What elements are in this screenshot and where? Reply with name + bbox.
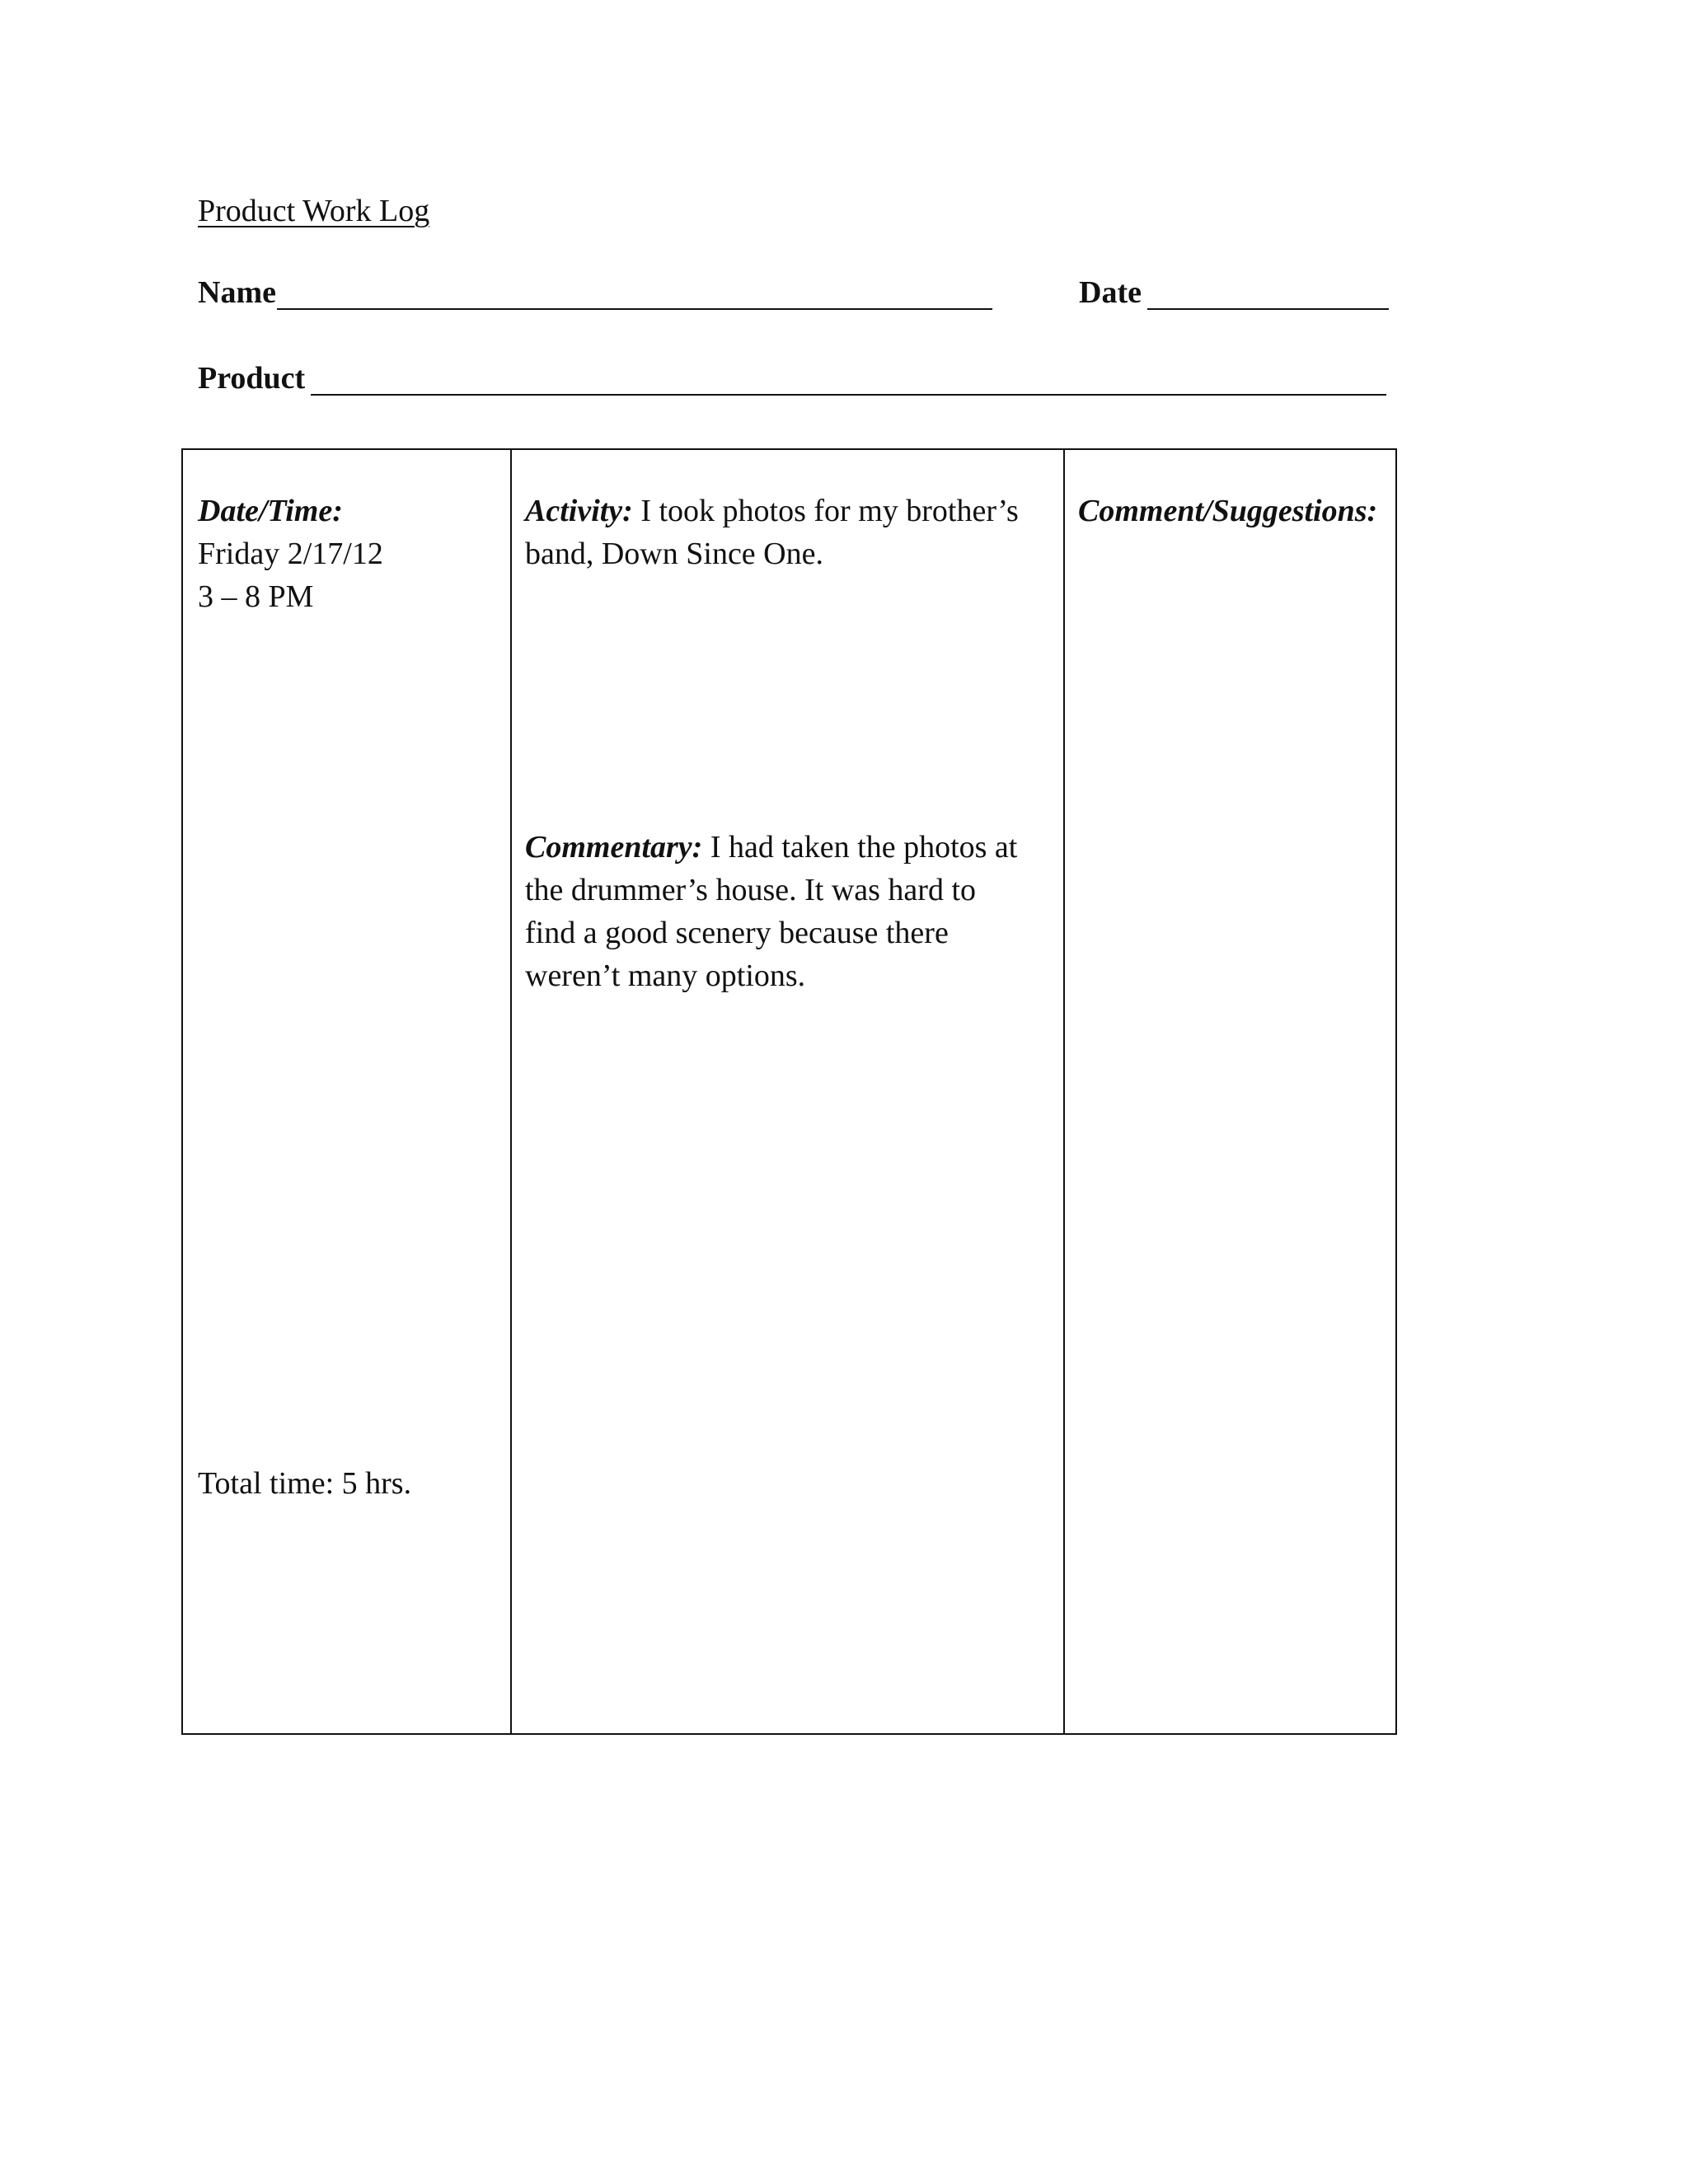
date-field[interactable]: [1147, 308, 1389, 310]
date-time-cell[interactable]: [198, 490, 503, 618]
date-label: Date: [1079, 275, 1142, 310]
activity-cell[interactable]: [525, 490, 1069, 575]
name-field[interactable]: [277, 308, 992, 310]
total-time: Total time: 5 hrs.: [198, 1466, 412, 1501]
comments-label: Comment/Suggestions:: [1078, 494, 1378, 528]
commentary-text-line4: weren’t many options.: [525, 958, 806, 993]
product-label: Product: [198, 361, 306, 396]
comments-cell[interactable]: [1078, 490, 1400, 532]
column-divider: [510, 450, 512, 1733]
activity-label: Activity:: [525, 494, 633, 528]
activity-text-line2: band, Down Since One.: [525, 537, 823, 571]
product-field[interactable]: [311, 394, 1386, 396]
page-title: Product Work Log: [198, 194, 430, 228]
commentary-text-line2: the drummer’s house. It was hard to: [525, 873, 977, 907]
commentary-text-line1: I had taken the photos at: [710, 830, 1018, 865]
commentary-text-line3: find a good scenery because there: [525, 916, 949, 950]
commentary-label: Commentary:: [525, 830, 703, 865]
commentary-block[interactable]: [525, 826, 1069, 997]
date-time-label: Date/Time:: [198, 494, 343, 528]
column-divider: [1063, 450, 1065, 1733]
name-date-row: [198, 272, 1393, 313]
work-log-table: [181, 448, 1397, 1735]
date-time-day: Friday 2/17/12: [198, 537, 383, 571]
name-label: Name: [198, 275, 276, 310]
activity-text-line1: I took photos for my brother’s: [640, 494, 1019, 528]
product-row: [198, 358, 1393, 399]
date-time-hours: 3 – 8 PM: [198, 579, 314, 614]
